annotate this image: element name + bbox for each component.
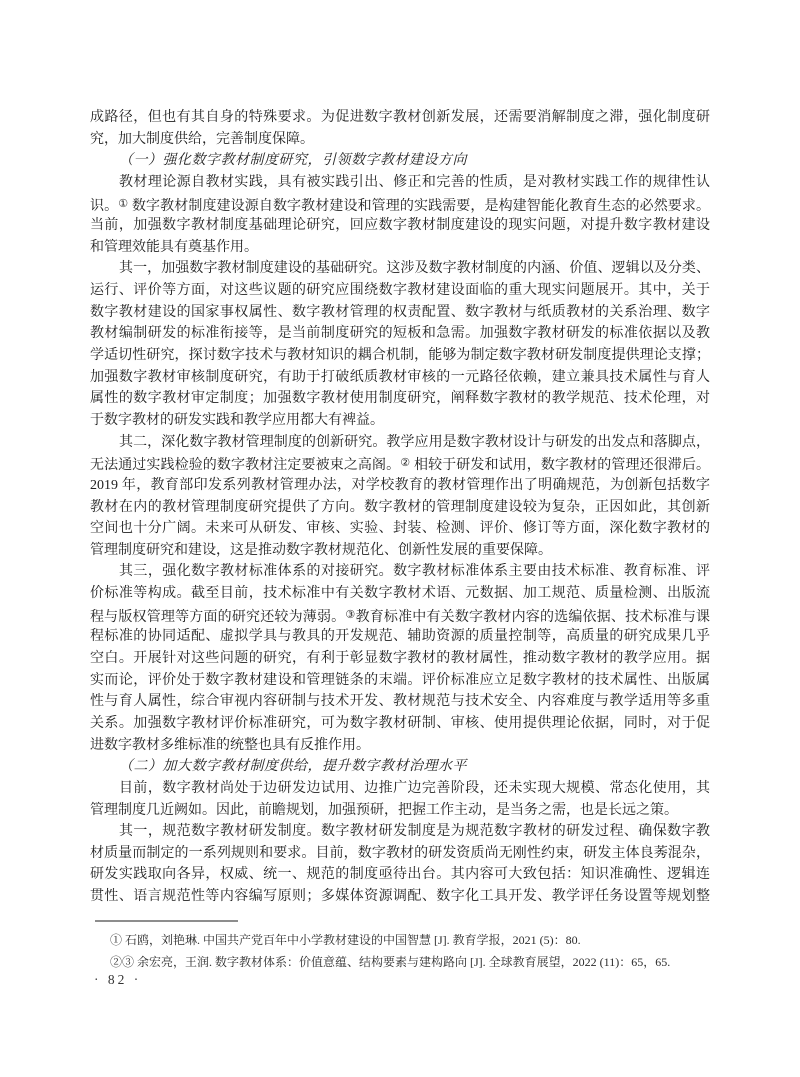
footnote-ref: ② bbox=[400, 457, 411, 470]
footnote-separator-line bbox=[95, 920, 238, 922]
text-line: 成路径，但也有其自身的特殊要求。为促进数字教材创新发展，还需要消解制度之滞，强化制度研 bbox=[90, 110, 710, 125]
text-line: 属性的数字教材审定制度；加强数字教材使用制度研究，阐释数字教材的教学规范、技术伦理，对 bbox=[90, 391, 710, 407]
text-line: 程与版权管理等方面的研究还较为薄弱。③教育标准中有关数字教材内容的选编依据、技术标准与课 bbox=[90, 608, 710, 625]
footnote: ① 石鸥，刘艳琳. 中国共产党百年中小学教材建设的中国智慧 [J]. 教育学报，2021 (5)：80. bbox=[110, 933, 581, 947]
text-line: 和管理效能具有奠基作用。 bbox=[90, 239, 258, 255]
text-line: 运行、评价等方面，对这些议题的研究应围绕数字教材建设面临的重大现实问题展开。其中，关于 bbox=[90, 283, 710, 299]
text-line: 程标准的协同适配、虚拟学具与教具的开发规范、辅助资源的质量控制等，高质量的研究成果几乎 bbox=[90, 629, 710, 645]
text-line: 管理制度几近阙如。因此，前瞻规划，加强预研，把握工作主动，是当务之需，也是长远之策。 bbox=[90, 802, 678, 818]
text-line: 2019 年，教育部印发系列教材管理办法，对学校教育的教材管理作出了明确规范，为创新包括数字 bbox=[90, 477, 710, 493]
text-line: 无法通过实践检验的数字教材注定要被束之高阁。② 相较于研发和试用，数字教材的管理还很滞后。 bbox=[90, 457, 710, 474]
text-line: 教材在内的教材管理制度研究提供了方向。数字教材的管理制度建设较为复杂，正因如此，其创新 bbox=[90, 499, 710, 515]
text-line: 目前，数字教材尚处于边研发边试用、边推广边完善阶段，还未实现大规模、常态化使用，其 bbox=[119, 780, 710, 796]
text-line: 其三，强化数字教材标准体系的对接研究。数字教材标准体系主要由技术标准、教育标准、评 bbox=[119, 564, 710, 580]
text-line: 于数字教材的研发实践和教学应用都大有裨益。 bbox=[90, 412, 384, 428]
footnote: ②③ 余宏亮，王润. 数字教材体系：价值意蕴、结构要素与建构路向 [J]. 全球教育展望，2022 (11)：65，65. bbox=[110, 955, 671, 969]
text-line: 当前，加强数字教材制度基础理论研究，回应数字教材制度建设的现实问题，对提升数字教材建设 bbox=[90, 218, 710, 234]
section-heading: （二）加大数字教材制度供给，提升数字教材治理水平 bbox=[119, 759, 467, 775]
text-line: 价标准等构成。截至目前，技术标准中有关数字教材术语、元数据、加工规范、质量检测、出版流 bbox=[90, 586, 710, 602]
text-line: 其二，深化数字教材管理制度的创新研究。教学应用是数字教材设计与研发的出发点和落脚点， bbox=[119, 434, 710, 450]
text-line: 教材编制研发的标准衔接等，是当前制度研究的短板和急需。加强数字教材研发的标准依据以及教 bbox=[90, 326, 710, 342]
text-line: 材质量而制定的一系列规则和要求。目前，数字教材的研发资质尚无刚性约束，研发主体良莠混杂， bbox=[90, 845, 710, 861]
text-line: 其一，规范数字教材研发制度。数字教材研发制度是为规范数字教材的研发过程、确保数字教 bbox=[119, 824, 710, 840]
footnote-ref: ③ bbox=[345, 608, 356, 621]
section-heading: （一）强化数字教材制度研究，引领数字教材建设方向 bbox=[119, 153, 467, 169]
text-line: 进数字教材多维标准的统整也具有反推作用。 bbox=[90, 737, 370, 753]
text-line: 教材理论源自教材实践，具有被实践引出、修正和完善的性质，是对教材实践工作的规律性认 bbox=[119, 174, 710, 190]
text-line: 关系。加强数字教材评价标准研究，可为数字教材研制、审核、使用提供理论依据，同时，对于促 bbox=[90, 715, 710, 731]
body-text bbox=[90, 107, 710, 908]
text-line: 贯性、语言规范性等内容编写原则；多媒体资源调配、数字化工具开发、教学评任务设置等规划整 bbox=[90, 889, 710, 905]
page-number: · 82 · bbox=[94, 972, 142, 987]
text-line: 空白。开展针对这些问题的研究，有利于彰显数字教材的教材属性，推动数字教材的教学应用。据 bbox=[90, 651, 710, 667]
footnotes bbox=[90, 929, 715, 973]
text-line: 学适切性研究，探讨数字技术与教材知识的耦合机制，能够为制定数字教材研发制度提供理论支撑； bbox=[90, 348, 710, 364]
text-line: 性与育人属性，综合审视内容研制与技术开发、教材规范与技术安全、内容难度与教学适用等多重 bbox=[90, 694, 710, 710]
text-line: 数字教材建设的国家事权属性、数字教材管理的权责配置、数字教材与纸质教材的关系治理、数字 bbox=[90, 304, 710, 320]
text-line: 管理制度研究和建设，这是推动数字教材规范化、创新性发展的重要保障。 bbox=[90, 542, 552, 558]
text-line: 识。① 数字教材制度建设源自数字教材建设和管理的实践需要，是构建智能化教育生态的必然要求。 bbox=[90, 197, 710, 214]
text-line: 加强数字教材审核制度研究，有助于打破纸质教材审核的一元路径依赖，建立兼具技术属性与育人 bbox=[90, 369, 710, 385]
text-line: 其一，加强数字教材制度建设的基础研究。这涉及数字教材制度的内涵、价值、逻辑以及分类、 bbox=[119, 261, 710, 277]
text-line: 空间也十分广阔。未来可从研发、审核、实验、封装、检测、评价、修订等方面，深化数字教材的 bbox=[90, 521, 710, 537]
text-line: 究，加大制度供给，完善制度保障。 bbox=[90, 131, 314, 147]
text-line: 实而论，评价处于数字教材建设和管理链条的末端。评价标准应立足数字教材的技术属性、出版属 bbox=[90, 672, 710, 688]
text-line: 研发实践取向各异，权威、统一、规范的制度亟待出台。其内容可大致包括：知识准确性、逻辑连 bbox=[90, 867, 710, 883]
footnote-ref: ① bbox=[118, 197, 129, 210]
